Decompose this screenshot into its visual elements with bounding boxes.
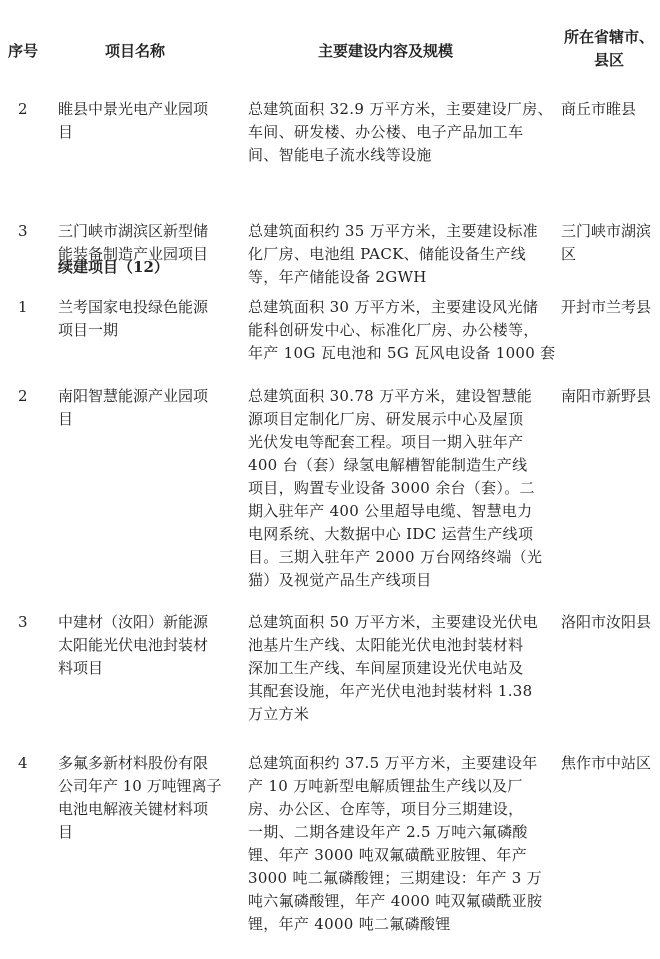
project-content [248, 385, 542, 592]
text-line: 化厂房、电池组 PACK、储能设备生产线 [248, 245, 527, 263]
row-seq: 3 [18, 222, 28, 240]
project-name [58, 752, 222, 844]
text-line: 电网系统、大数据中心 IDC 运营生产线项 [248, 525, 534, 543]
text-line: 池基片生产线、太阳能光伏电池封装材料 [248, 636, 524, 654]
text-line: 期入驻年产 400 公里超导电缆、智慧电力 [248, 502, 533, 520]
header-name: 项目名称 [105, 42, 166, 60]
project-region [561, 296, 651, 319]
text-line: 等，年产储能设备 2GWH [248, 268, 427, 286]
text-line: 年产 10G 瓦电池和 5G 瓦风电设备 1000 套 [248, 344, 556, 362]
header-region [561, 26, 657, 72]
row-seq: 2 [18, 387, 28, 405]
text-line: 能装备制造产业园项目 [58, 245, 209, 263]
project-region [561, 752, 651, 775]
text-line: 间、智能电子流水线等设施 [248, 146, 432, 164]
text-line: 房、办公区、仓库等，项目分三期建设， [248, 800, 524, 818]
text-line: 源项目定制化厂房、研发展示中心及屋顶 [248, 410, 524, 428]
text-line: 深加工生产线、车间屋顶建设光伏电站及 [248, 659, 524, 677]
text-line: 三门峡市湖滨 [561, 222, 652, 240]
project-name [58, 611, 208, 680]
text-line: 公司年产 10 万吨锂离子 [58, 777, 222, 795]
text-line: 总建筑面积约 35 万平方米，主要建设标准 [248, 222, 538, 240]
header-content: 主要建设内容及规模 [318, 42, 454, 60]
text-line: 睢县中景光电产业园项 [58, 100, 209, 118]
text-line: 洛阳市汝阳县 [561, 613, 652, 631]
text-line: 万立方米 [248, 705, 310, 723]
text-line: 项目，购置专业设备 3000 余台（套）。二 [248, 479, 535, 497]
text-line: 一期、二期各建设年产 2.5 万吨六氟磷酸 [248, 823, 528, 841]
text-line: 目 [58, 123, 74, 141]
text-line: 料项目 [58, 659, 104, 677]
header-region-line: 所在省辖市、 [563, 28, 654, 46]
text-line: 锂、年产 3000 吨双氟磺酰亚胺锂、年产 [248, 846, 528, 864]
text-line: 南阳智慧能源产业园项 [58, 387, 209, 405]
text-line: 总建筑面积约 37.5 万平方米，主要建设年 [248, 754, 538, 772]
text-line: 中建材（汝阳）新能源 [58, 613, 209, 631]
project-region [561, 385, 651, 408]
text-line: 开封市兰考县 [561, 298, 652, 316]
text-line: 项目一期 [58, 321, 119, 339]
section-heading: 续建项目（12） [58, 258, 169, 276]
project-content [248, 296, 555, 365]
text-line: 兰考国家电投绿色能源 [58, 298, 209, 316]
row-seq: 1 [18, 298, 28, 316]
text-line: 400 台（套）绿氢电解槽智能制造生产线 [248, 456, 528, 474]
project-content [248, 752, 542, 936]
project-name [58, 98, 208, 144]
row-seq: 3 [18, 613, 28, 631]
text-line: 商丘市睢县 [561, 100, 637, 118]
text-line: 区 [561, 245, 577, 263]
text-line: 电池电解液关键材料项 [58, 800, 209, 818]
text-line: 焦作市中站区 [561, 754, 652, 772]
text-line: 总建筑面积 50 万平方米，主要建设光伏电 [248, 613, 538, 631]
text-line: 目 [58, 823, 74, 841]
project-content [248, 220, 538, 289]
text-line: 车间、研发楼、办公楼、电子产品加工车 [248, 123, 524, 141]
text-line: 三门峡市湖滨区新型储 [58, 222, 209, 240]
text-line: 目。三期入驻年产 2000 万台网络终端（光 [248, 548, 543, 566]
text-line: 锂，年产 4000 吨二氟磷酸锂 [248, 915, 451, 933]
text-line: 目 [58, 410, 74, 428]
project-content [248, 611, 538, 726]
text-line: 光伏发电等配套工程。项目一期入驻年产 [248, 433, 524, 451]
project-content [248, 98, 553, 167]
project-name [58, 385, 208, 431]
header-seq: 序号 [8, 42, 39, 60]
text-line: 产 10 万吨新型电解质锂盐生产线以及厂 [248, 777, 523, 795]
project-region [561, 98, 636, 121]
text-line: 总建筑面积 32.9 万平方米，主要建设厂房、 [248, 100, 553, 118]
text-line: 总建筑面积 30.78 万平方米，建设智慧能 [248, 387, 533, 405]
row-seq: 2 [18, 100, 28, 118]
project-name [58, 296, 208, 342]
text-line: 3000 吨二氟磷酸锂；三期建设：年产 3 万 [248, 869, 542, 887]
text-line: 总建筑面积 30 万平方米，主要建设风光储 [248, 298, 538, 316]
text-line: 其配套设施，年产光伏电池封装材料 1.38 [248, 682, 533, 700]
text-line: 太阳能光伏电池封装材 [58, 636, 209, 654]
project-region [561, 611, 651, 634]
text-line: 吨六氟磷酸锂，年产 4000 吨双氟磺酰亚胺 [248, 892, 543, 910]
text-line: 多氟多新材料股份有限 [58, 754, 209, 772]
project-region [561, 220, 651, 266]
text-line: 南阳市新野县 [561, 387, 652, 405]
text-line: 能科创研发中心、标准化厂房、办公楼等， [248, 321, 539, 339]
header-region-line: 县区 [593, 51, 624, 69]
row-seq: 4 [18, 754, 28, 772]
text-line: 猫）及视觉产品生产线项目 [248, 571, 432, 589]
